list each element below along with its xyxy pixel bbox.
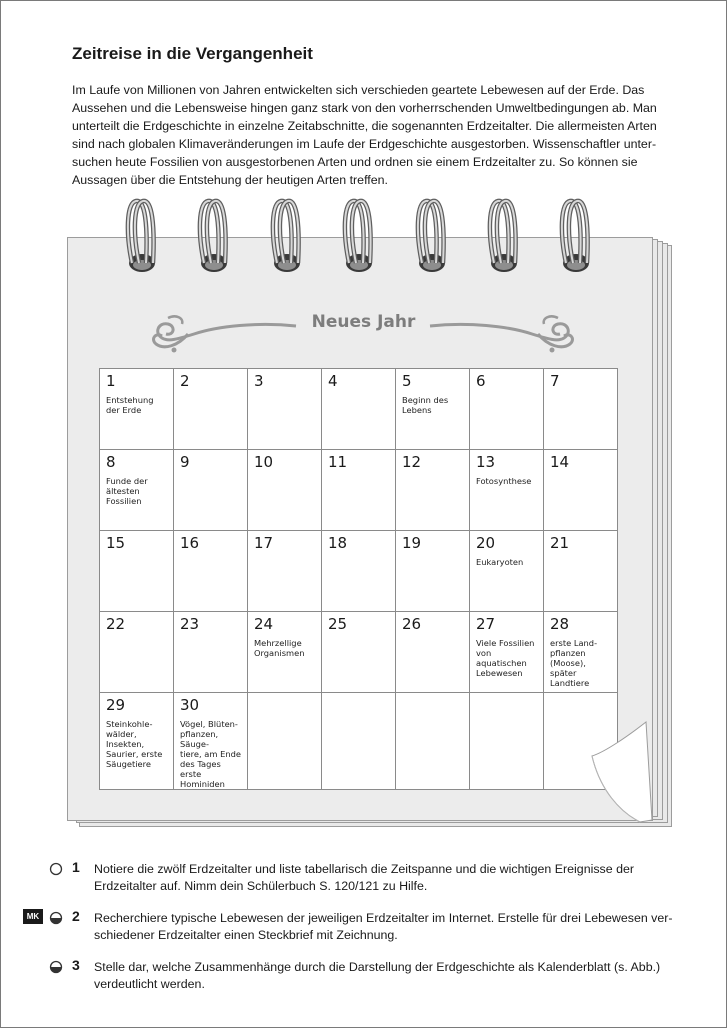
task-number: 2 (72, 908, 80, 924)
calendar-day-cell (248, 450, 322, 531)
calendar-day-cell (544, 693, 618, 790)
mk-badge: MK (23, 909, 43, 924)
day-number: 16 (180, 534, 200, 552)
day-number: 21 (550, 534, 570, 552)
day-number: 24 (254, 615, 274, 633)
calendar-day-cell (470, 369, 544, 450)
intro-line: Aussehen und die Lebensweise hingen ganz stark von den vorherrschenden Umweltbedingungen ab. Man (72, 101, 657, 115)
spiral-binding (0, 195, 727, 280)
day-event: Steinkohle- wälder, Insekten, Saurier, erste Säugetiere (106, 719, 163, 769)
calendar-day-cell (396, 531, 470, 612)
day-event: Entstehung der Erde (106, 395, 154, 415)
task-line: Erdzeitalter auf. Nimm dein Schülerbuch S. 120/121 zu Hilfe. (94, 879, 428, 893)
day-number: 4 (328, 372, 338, 390)
day-number: 26 (402, 615, 422, 633)
calendar-week-row (100, 693, 618, 790)
calendar-day-cell (470, 612, 544, 693)
day-number: 27 (476, 615, 496, 633)
calendar-grid (99, 368, 618, 790)
calendar-day-cell (544, 450, 618, 531)
difficulty-half-circle-icon (49, 960, 63, 974)
calendar-day-cell (396, 693, 470, 790)
task-number: 3 (72, 957, 80, 973)
calendar-week-row (100, 531, 618, 612)
calendar-day-cell (248, 531, 322, 612)
day-number: 7 (550, 372, 560, 390)
day-event: erste Land- pflanzen (Moose), später Landtiere (550, 638, 598, 688)
calendar-day-cell (322, 369, 396, 450)
calendar-day-cell (248, 693, 322, 790)
task-number: 1 (72, 859, 80, 875)
day-number: 3 (254, 372, 264, 390)
task-line: Stelle dar, welche Zusammenhänge durch die Darstellung der Erdgeschichte als Kalenderblatt (s. Abb.) (94, 960, 661, 974)
calendar-day-cell (100, 369, 174, 450)
day-number: 5 (402, 372, 412, 390)
task-text (94, 959, 694, 993)
calendar-day-cell (544, 612, 618, 693)
day-number: 8 (106, 453, 116, 471)
intro-line: unterteilt die Erdgeschichte in einzelne Zeitabschnitte, die sogenannten Erdzeitalter. Die allermeisten Arten (72, 119, 657, 133)
intro-line: sind nach globalen Klimaveränderungen im Laufe der Erdgeschichte ausgestorben. Wissenschaftler unter- (72, 137, 657, 151)
intro-line: Aussagen über die Entstehung der heutigen Arten treffen. (72, 173, 388, 187)
calendar-day-cell (322, 531, 396, 612)
day-number: 28 (550, 615, 570, 633)
intro-text (72, 81, 662, 189)
difficulty-empty-circle-icon (49, 862, 63, 876)
calendar-day-cell (322, 612, 396, 693)
calendar-day-cell (248, 369, 322, 450)
day-event: Beginn des Lebens (402, 395, 449, 415)
task-line: schiedener Erdzeitalter einen Steckbrief mit Zeichnung. (94, 928, 398, 942)
calendar-day-cell (174, 369, 248, 450)
calendar-day-cell (322, 450, 396, 531)
task-line: verdeutlicht werden. (94, 977, 205, 991)
day-number: 23 (180, 615, 200, 633)
calendar-day-cell (174, 450, 248, 531)
day-number: 1 (106, 372, 116, 390)
calendar-day-cell (100, 531, 174, 612)
calendar-day-cell (100, 612, 174, 693)
day-number: 18 (328, 534, 348, 552)
calendar-week-row (100, 369, 618, 450)
day-number: 15 (106, 534, 126, 552)
day-event: Mehrzellige Organismen (254, 638, 305, 658)
calendar-day-cell (322, 693, 396, 790)
calendar-day-cell (544, 531, 618, 612)
calendar-day-cell (174, 612, 248, 693)
calendar-day-cell (174, 531, 248, 612)
day-number: 29 (106, 696, 126, 714)
calendar-day-cell (100, 693, 174, 790)
task-text (94, 910, 694, 944)
page-title: Zeitreise in die Vergangenheit (72, 44, 313, 63)
day-number: 13 (476, 453, 496, 471)
calendar-day-cell (248, 612, 322, 693)
calendar-week-row (100, 450, 618, 531)
calendar-day-cell (396, 450, 470, 531)
intro-line: Im Laufe von Millionen von Jahren entwickelten sich verschieden geartete Lebewesen auf der Erde. Das (72, 83, 645, 97)
calendar-day-cell (470, 450, 544, 531)
calendar-day-cell (470, 693, 544, 790)
calendar-day-cell (396, 612, 470, 693)
day-number: 20 (476, 534, 496, 552)
task-text (94, 861, 694, 895)
day-event: Funde der ältesten Fossilien (106, 476, 148, 506)
task-line: Recherchiere typische Lebewesen der jeweiligen Erdzeitalter im Internet. Erstelle für drei Lebewesen ver- (94, 911, 673, 925)
calendar-day-cell (470, 531, 544, 612)
day-number: 2 (180, 372, 190, 390)
day-number: 10 (254, 453, 274, 471)
day-number: 17 (254, 534, 274, 552)
calendar-day-cell (100, 450, 174, 531)
day-number: 11 (328, 453, 348, 471)
calendar-day-cell (396, 369, 470, 450)
task-line: Notiere die zwölf Erdzeitalter und liste tabellarisch die Zeitspanne und die wichtigen Ereignisse der (94, 862, 634, 876)
day-event: Eukaryoten (476, 557, 524, 567)
calendar-day-cell (544, 369, 618, 450)
day-event: Viele Fossilien von aquatischen Lebewesen (476, 638, 535, 678)
day-number: 14 (550, 453, 570, 471)
day-number: 9 (180, 453, 190, 471)
day-number: 19 (402, 534, 422, 552)
calendar-day-cell (174, 693, 248, 790)
day-number: 12 (402, 453, 422, 471)
day-event: Fotosynthese (476, 476, 532, 486)
day-number: 30 (180, 696, 200, 714)
difficulty-half-circle-icon (49, 911, 63, 925)
day-number: 22 (106, 615, 126, 633)
day-number: 25 (328, 615, 348, 633)
calendar-week-row (100, 612, 618, 693)
day-number: 6 (476, 372, 486, 390)
calendar-heading: Neues Jahr (311, 312, 416, 332)
day-event: Vögel, Blüten- pflanzen, Säuge- tiere, am Ende des Tages erste Hominiden (180, 719, 241, 789)
intro-line: suchen heute Fossilien von ausgestorbenen Arten und ordnen sie einem Erdzeitalter zu. So können sie (72, 155, 638, 169)
